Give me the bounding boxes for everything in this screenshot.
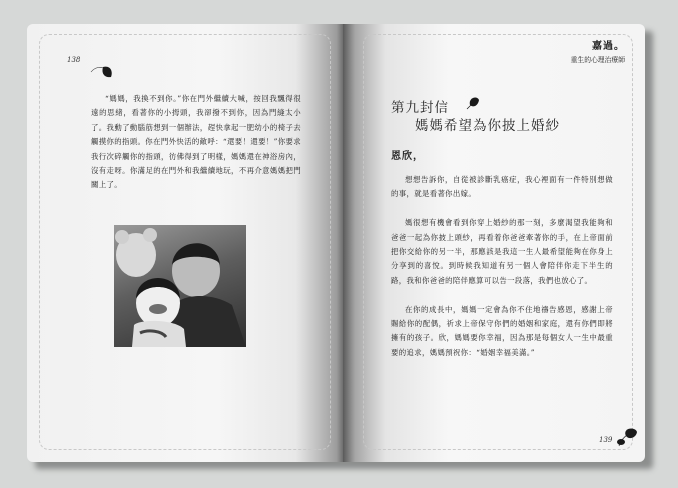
paragraph: 想想告訴你，自從被診斷乳癌症，我心裡面有一件特別想做的事，就是看著你出嫁。: [391, 175, 613, 199]
running-header: [571, 37, 625, 64]
page-number-left: 138: [67, 56, 81, 64]
photo-illustration: [114, 225, 246, 347]
right-page: [343, 24, 645, 462]
chapter-subtitle: 媽媽希望為你披上婚紗: [415, 118, 560, 134]
chapter-title: 第九封信: [391, 100, 449, 116]
header-title: 嘉過。: [592, 41, 625, 52]
leaf-icon: [615, 426, 639, 448]
photo-mother-and-daughter: [114, 225, 246, 347]
left-body-text: [91, 92, 301, 193]
header-subtitle: 重生的心理治療師: [570, 56, 625, 64]
paragraph: 媽很想有機會看到你穿上婚紗的那一刻，多麼渴望我能夠和爸爸一起為你披上頭紗，再看着你爸爸牽著你的手，在上帝面前把你交給你的另一半，那應該是我這一生人最希望能夠在你身上分享到的喜悅。到時候我知道有另一個人會陪伴你走下半生的路，我和你爸爸的陪伴應算可以告一段落，我們也放心了。: [391, 218, 613, 285]
right-body-text: [391, 173, 613, 375]
salutation: 恩欣，: [391, 151, 424, 162]
left-page: [27, 24, 343, 462]
paragraph: 在你的成長中，媽媽一定會為你不住地禱告感恩，感謝上帝賜給你的配偶，祈求上帝保守你們的婚姻和家庭，還有你們即將擁有的孩子。欣，媽媽要你幸福，因為那是每個女人一生中最重要的追求，媽媽預祝你：“婚姻幸福美滿。”: [391, 304, 613, 357]
paragraph: “媽媽，我換不到你。”你在門外繼續大喊，按回我飄得很遠的思緒，看著你的小拇頭，我卻撥不到你，因為門縫太小了。我動了動腦筋想到一個辦法，趕快拿起一肥幼小的椅子去觸摸你的指頭。你在門外快活的敵呼：“還要！還要！”你要求我行次碎觸你的指頭，彷佛得到了明樣，媽媽還在神浴房內，沒有走呀。你滿足的在門外和我繼續地玩，不再介意媽媽把門關上了。: [91, 94, 301, 190]
leaf-icon: [89, 64, 115, 80]
leaf-icon: [465, 95, 481, 111]
page-number-right: 139: [599, 436, 613, 444]
